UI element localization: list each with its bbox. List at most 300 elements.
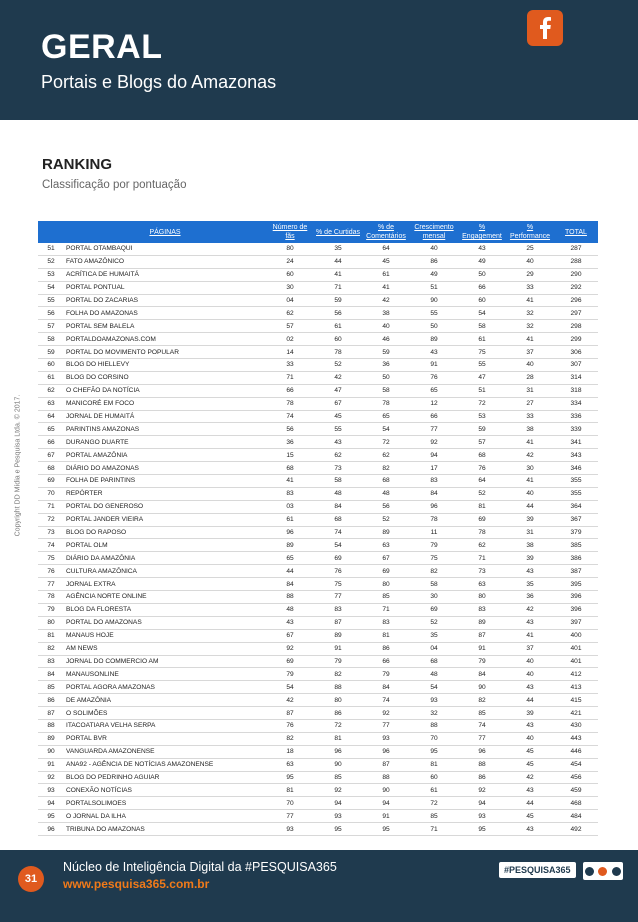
- table-cell: 287: [554, 243, 598, 255]
- table-cell: 91: [458, 642, 506, 655]
- table-cell: 43: [506, 719, 554, 732]
- table-cell: 96: [38, 823, 64, 836]
- table-row: [38, 629, 598, 642]
- table-cell: 59: [38, 346, 64, 359]
- page-name-cell: BLOG DO RAPOSO: [64, 526, 266, 539]
- table-cell: 83: [38, 655, 64, 668]
- column-header: Número de fãs: [266, 221, 314, 243]
- table-cell: 401: [554, 642, 598, 655]
- table-row: [38, 591, 598, 604]
- page-name-cell: PORTAL SEM BALELA: [64, 320, 266, 333]
- table-cell: 288: [554, 255, 598, 268]
- table-cell: 25: [506, 243, 554, 255]
- table-cell: 59: [314, 294, 362, 307]
- table-row: [38, 539, 598, 552]
- table-cell: 54: [362, 423, 410, 436]
- table-cell: 70: [266, 797, 314, 810]
- table-cell: 41: [506, 436, 554, 449]
- table-cell: 89: [38, 732, 64, 745]
- table-cell: 85: [410, 810, 458, 823]
- table-cell: 80: [458, 591, 506, 604]
- page-name-cell: O JORNAL DA ILHA: [64, 810, 266, 823]
- table-cell: 42: [266, 694, 314, 707]
- table-cell: 336: [554, 410, 598, 423]
- table-cell: 71: [266, 371, 314, 384]
- table-cell: 364: [554, 500, 598, 513]
- table-cell: 78: [410, 513, 458, 526]
- table-cell: 66: [458, 281, 506, 294]
- table-cell: 45: [506, 758, 554, 771]
- table-cell: 79: [314, 655, 362, 668]
- table-cell: 48: [410, 668, 458, 681]
- table-cell: 32: [506, 307, 554, 320]
- table-cell: 56: [362, 500, 410, 513]
- page-name-cell: FOLHA DO AMAZONAS: [64, 307, 266, 320]
- table-cell: 71: [314, 281, 362, 294]
- table-cell: 33: [506, 410, 554, 423]
- page-name-cell: AGÊNCIA NORTE ONLINE: [64, 591, 266, 604]
- table-cell: 40: [506, 732, 554, 745]
- table-row: [38, 578, 598, 591]
- table-cell: 40: [506, 487, 554, 500]
- table-cell: 89: [458, 616, 506, 629]
- table-cell: 30: [506, 462, 554, 475]
- table-cell: 314: [554, 371, 598, 384]
- page-name-cell: PORTAL JANDER VIEIRA: [64, 513, 266, 526]
- table-cell: 95: [410, 745, 458, 758]
- table-row: [38, 707, 598, 720]
- table-cell: 73: [314, 462, 362, 475]
- facebook-icon: [527, 10, 563, 46]
- table-cell: 79: [458, 655, 506, 668]
- table-row: [38, 487, 598, 500]
- table-cell: 53: [458, 410, 506, 423]
- table-cell: 85: [38, 681, 64, 694]
- table-cell: 76: [410, 371, 458, 384]
- table-cell: 12: [410, 397, 458, 410]
- table-cell: 355: [554, 487, 598, 500]
- page-name-cell: JORNAL DO COMMERCIO AM: [64, 655, 266, 668]
- table-cell: 41: [506, 475, 554, 488]
- section-title: RANKING: [42, 156, 112, 173]
- table-cell: 40: [410, 243, 458, 255]
- column-header: % Performance: [506, 221, 554, 243]
- table-cell: 78: [314, 346, 362, 359]
- table-cell: 43: [506, 823, 554, 836]
- table-cell: 28: [506, 371, 554, 384]
- table-cell: 88: [266, 591, 314, 604]
- social-dot-icon: [598, 867, 607, 876]
- page-name-cell: BLOG DA FLORESTA: [64, 603, 266, 616]
- table-row: [38, 449, 598, 462]
- table-cell: 31: [506, 526, 554, 539]
- table-cell: 401: [554, 655, 598, 668]
- page-name-cell: PORTAL DO AMAZONAS: [64, 616, 266, 629]
- table-cell: 38: [362, 307, 410, 320]
- table-cell: 43: [458, 243, 506, 255]
- table-cell: 412: [554, 668, 598, 681]
- table-cell: 62: [458, 539, 506, 552]
- table-row: [38, 681, 598, 694]
- table-cell: 91: [362, 810, 410, 823]
- table-cell: 92: [410, 436, 458, 449]
- table-cell: 95: [314, 823, 362, 836]
- table-cell: 41: [506, 294, 554, 307]
- table-cell: 31: [506, 384, 554, 397]
- table-cell: 74: [38, 539, 64, 552]
- table-cell: 66: [410, 410, 458, 423]
- table-cell: 77: [458, 732, 506, 745]
- table-cell: 43: [314, 436, 362, 449]
- page-name-cell: REPÓRTER: [64, 487, 266, 500]
- table-cell: 71: [38, 500, 64, 513]
- table-cell: 78: [38, 591, 64, 604]
- table-cell: 61: [458, 333, 506, 346]
- table-cell: 61: [38, 371, 64, 384]
- table-cell: 68: [266, 462, 314, 475]
- page-name-cell: PORTAL OLM: [64, 539, 266, 552]
- page-name-cell: FOLHA DE PARINTINS: [64, 475, 266, 488]
- page-name-cell: MANAUSONLINE: [64, 668, 266, 681]
- table-cell: 81: [38, 629, 64, 642]
- table-cell: 64: [38, 410, 64, 423]
- table-cell: 84: [38, 668, 64, 681]
- table-cell: 43: [506, 616, 554, 629]
- table-row: [38, 371, 598, 384]
- table-cell: 65: [266, 552, 314, 565]
- table-cell: 90: [362, 784, 410, 797]
- table-row: [38, 268, 598, 281]
- table-cell: 52: [410, 616, 458, 629]
- table-cell: 90: [410, 294, 458, 307]
- table-cell: 50: [458, 268, 506, 281]
- table-cell: 69: [362, 565, 410, 578]
- table-cell: 468: [554, 797, 598, 810]
- social-icons-logo: [583, 862, 623, 880]
- table-cell: 43: [266, 616, 314, 629]
- table-cell: 484: [554, 810, 598, 823]
- table-cell: 355: [554, 475, 598, 488]
- table-cell: 40: [506, 255, 554, 268]
- table-cell: 443: [554, 732, 598, 745]
- table-cell: 421: [554, 707, 598, 720]
- table-cell: 397: [554, 616, 598, 629]
- page-name-cell: PORTAL DO GENEROSO: [64, 500, 266, 513]
- table-cell: 86: [362, 642, 410, 655]
- table-cell: 04: [410, 642, 458, 655]
- table-cell: 68: [410, 655, 458, 668]
- table-cell: 307: [554, 359, 598, 372]
- table-cell: 77: [410, 423, 458, 436]
- table-cell: 96: [266, 526, 314, 539]
- table-cell: 61: [314, 320, 362, 333]
- table-cell: 88: [362, 771, 410, 784]
- column-header: % Engagement: [458, 221, 506, 243]
- table-cell: 456: [554, 771, 598, 784]
- table-cell: 88: [38, 719, 64, 732]
- table-cell: 42: [506, 603, 554, 616]
- table-row: [38, 462, 598, 475]
- table-cell: 79: [266, 668, 314, 681]
- table-cell: 89: [410, 333, 458, 346]
- table-cell: 80: [266, 243, 314, 255]
- table-cell: 88: [314, 681, 362, 694]
- table-cell: 93: [410, 694, 458, 707]
- table-row: [38, 797, 598, 810]
- table-cell: 65: [410, 384, 458, 397]
- table-cell: 42: [506, 771, 554, 784]
- column-header: Crescimento mensal: [410, 221, 458, 243]
- page-name-cell: JORNAL DE HUMAITÁ: [64, 410, 266, 423]
- table-cell: 53: [38, 268, 64, 281]
- table-cell: 88: [410, 719, 458, 732]
- table-cell: 94: [362, 797, 410, 810]
- table-cell: 87: [362, 758, 410, 771]
- table-row: [38, 333, 598, 346]
- table-cell: 59: [362, 346, 410, 359]
- table-cell: 79: [362, 668, 410, 681]
- table-cell: 15: [266, 449, 314, 462]
- table-cell: 45: [362, 255, 410, 268]
- table-cell: 43: [506, 565, 554, 578]
- page-subtitle: Portais e Blogs do Amazonas: [41, 72, 277, 92]
- table-cell: 79: [38, 603, 64, 616]
- table-cell: 63: [266, 758, 314, 771]
- page-name-cell: PORTALSOLIMOES: [64, 797, 266, 810]
- table-row: [38, 758, 598, 771]
- table-cell: 334: [554, 397, 598, 410]
- table-cell: 93: [314, 810, 362, 823]
- table-cell: 96: [458, 745, 506, 758]
- table-cell: 78: [458, 526, 506, 539]
- table-cell: 395: [554, 578, 598, 591]
- table-cell: 68: [362, 475, 410, 488]
- table-cell: 82: [266, 732, 314, 745]
- table-cell: 87: [458, 629, 506, 642]
- table-cell: 57: [266, 320, 314, 333]
- table-row: [38, 603, 598, 616]
- table-cell: 297: [554, 307, 598, 320]
- table-cell: 79: [410, 539, 458, 552]
- table-cell: 80: [314, 694, 362, 707]
- table-cell: 93: [362, 732, 410, 745]
- table-cell: 68: [314, 513, 362, 526]
- table-cell: 84: [410, 487, 458, 500]
- table-row: [38, 668, 598, 681]
- table-row: [38, 771, 598, 784]
- table-cell: 52: [362, 513, 410, 526]
- table-cell: 51: [38, 243, 64, 255]
- table-cell: 41: [506, 333, 554, 346]
- column-header: % de Comentários: [362, 221, 410, 243]
- table-cell: 52: [314, 359, 362, 372]
- page-name-cell: DE AMAZÔNIA: [64, 694, 266, 707]
- table-cell: 43: [410, 346, 458, 359]
- table-cell: 81: [362, 629, 410, 642]
- footer-text: Núcleo de Inteligência Digital da #PESQUISA365: [63, 860, 337, 874]
- table-cell: 88: [458, 758, 506, 771]
- table-cell: 86: [314, 707, 362, 720]
- table-cell: 65: [38, 423, 64, 436]
- table-cell: 29: [506, 268, 554, 281]
- table-cell: 04: [266, 294, 314, 307]
- page-name-cell: DIÁRIO DA AMAZÔNIA: [64, 552, 266, 565]
- table-cell: 69: [410, 603, 458, 616]
- table-cell: 69: [266, 655, 314, 668]
- table-cell: 78: [362, 397, 410, 410]
- page-name-cell: MANAUS HOJE: [64, 629, 266, 642]
- table-cell: 32: [506, 320, 554, 333]
- table-row: [38, 346, 598, 359]
- table-row: [38, 694, 598, 707]
- table-cell: 57: [458, 436, 506, 449]
- table-cell: 95: [38, 810, 64, 823]
- table-cell: 45: [506, 810, 554, 823]
- pesquisa365-logo: #PESQUISA365: [499, 862, 576, 878]
- table-cell: 55: [38, 294, 64, 307]
- table-cell: 56: [38, 307, 64, 320]
- table-cell: 75: [38, 552, 64, 565]
- table-cell: 30: [410, 591, 458, 604]
- table-cell: 30: [266, 281, 314, 294]
- page-name-cell: BLOG DO PEDRINHO AGUIAR: [64, 771, 266, 784]
- footer-url[interactable]: www.pesquisa365.com.br: [63, 877, 210, 891]
- table-cell: 57: [38, 320, 64, 333]
- table-cell: 90: [314, 758, 362, 771]
- table-cell: 83: [266, 487, 314, 500]
- table-cell: 58: [314, 475, 362, 488]
- table-cell: 48: [362, 487, 410, 500]
- table-cell: 93: [266, 823, 314, 836]
- table-cell: 76: [38, 565, 64, 578]
- table-cell: 54: [266, 681, 314, 694]
- table-cell: 74: [458, 719, 506, 732]
- table-cell: 40: [506, 359, 554, 372]
- page-number: 31: [18, 866, 44, 892]
- table-cell: 74: [266, 410, 314, 423]
- page-name-cell: ACRÍTICA DE HUMAITÁ: [64, 268, 266, 281]
- table-cell: 77: [266, 810, 314, 823]
- page-name-cell: ANA92 - AGÊNCIA DE NOTÍCIAS AMAZONENSE: [64, 758, 266, 771]
- table-cell: 41: [362, 281, 410, 294]
- table-cell: 93: [38, 784, 64, 797]
- table-cell: 67: [266, 629, 314, 642]
- table-cell: 94: [458, 797, 506, 810]
- table-cell: 93: [458, 810, 506, 823]
- table-cell: 296: [554, 294, 598, 307]
- table-cell: 54: [458, 307, 506, 320]
- table-cell: 38: [506, 539, 554, 552]
- table-row: [38, 359, 598, 372]
- table-cell: 82: [314, 668, 362, 681]
- table-row: [38, 397, 598, 410]
- page-name-cell: PORTAL AGORA AMAZONAS: [64, 681, 266, 694]
- table-row: [38, 745, 598, 758]
- table-cell: 91: [410, 359, 458, 372]
- table-cell: 41: [506, 629, 554, 642]
- table-cell: 54: [410, 681, 458, 694]
- table-cell: 96: [314, 745, 362, 758]
- table-cell: 72: [38, 513, 64, 526]
- table-row: [38, 243, 598, 255]
- table-cell: 72: [410, 797, 458, 810]
- table-cell: 82: [458, 694, 506, 707]
- table-cell: 58: [38, 333, 64, 346]
- table-cell: 72: [314, 719, 362, 732]
- table-cell: 75: [458, 346, 506, 359]
- table-cell: 292: [554, 281, 598, 294]
- page-name-cell: CULTURA AMAZÔNICA: [64, 565, 266, 578]
- table-cell: 40: [362, 320, 410, 333]
- table-cell: 52: [458, 487, 506, 500]
- table-cell: 92: [38, 771, 64, 784]
- table-cell: 95: [458, 823, 506, 836]
- page-name-cell: O CHEFÃO DA NOTÍCIA: [64, 384, 266, 397]
- table-cell: 44: [506, 797, 554, 810]
- table-cell: 56: [314, 307, 362, 320]
- table-cell: 37: [506, 642, 554, 655]
- table-cell: 86: [410, 255, 458, 268]
- table-cell: 67: [362, 552, 410, 565]
- table-cell: 72: [458, 397, 506, 410]
- table-cell: 89: [314, 629, 362, 642]
- page-name-cell: PARINTINS AMAZONAS: [64, 423, 266, 436]
- table-cell: 96: [362, 745, 410, 758]
- table-cell: 400: [554, 629, 598, 642]
- table-cell: 58: [410, 578, 458, 591]
- table-cell: 81: [314, 732, 362, 745]
- table-cell: 61: [410, 784, 458, 797]
- table-cell: 73: [458, 565, 506, 578]
- table-cell: 60: [314, 333, 362, 346]
- table-cell: 42: [506, 449, 554, 462]
- table-cell: 55: [314, 423, 362, 436]
- table-cell: 81: [410, 758, 458, 771]
- table-cell: 70: [38, 487, 64, 500]
- table-cell: 95: [266, 771, 314, 784]
- table-cell: 96: [410, 500, 458, 513]
- table-cell: 27: [506, 397, 554, 410]
- social-dot-icon: [612, 867, 621, 876]
- table-cell: 62: [38, 384, 64, 397]
- table-cell: 41: [314, 268, 362, 281]
- table-cell: 454: [554, 758, 598, 771]
- table-cell: 91: [38, 758, 64, 771]
- table-row: [38, 616, 598, 629]
- table-cell: 37: [506, 346, 554, 359]
- table-cell: 76: [314, 565, 362, 578]
- table-cell: 17: [410, 462, 458, 475]
- table-cell: 84: [314, 500, 362, 513]
- table-cell: 299: [554, 333, 598, 346]
- table-cell: 85: [458, 707, 506, 720]
- table-header-row: [38, 221, 598, 243]
- table-cell: 298: [554, 320, 598, 333]
- table-cell: 306: [554, 346, 598, 359]
- table-cell: 33: [506, 281, 554, 294]
- table-cell: 35: [506, 578, 554, 591]
- table-cell: 70: [410, 732, 458, 745]
- table-cell: 71: [410, 823, 458, 836]
- page-name-cell: BLOG DO HIELLEVY: [64, 359, 266, 372]
- table-cell: 82: [410, 565, 458, 578]
- page-name-cell: AM NEWS: [64, 642, 266, 655]
- table-cell: 387: [554, 565, 598, 578]
- table-cell: 69: [458, 513, 506, 526]
- table-cell: 46: [362, 333, 410, 346]
- social-dot-icon: [585, 867, 594, 876]
- table-cell: 84: [266, 578, 314, 591]
